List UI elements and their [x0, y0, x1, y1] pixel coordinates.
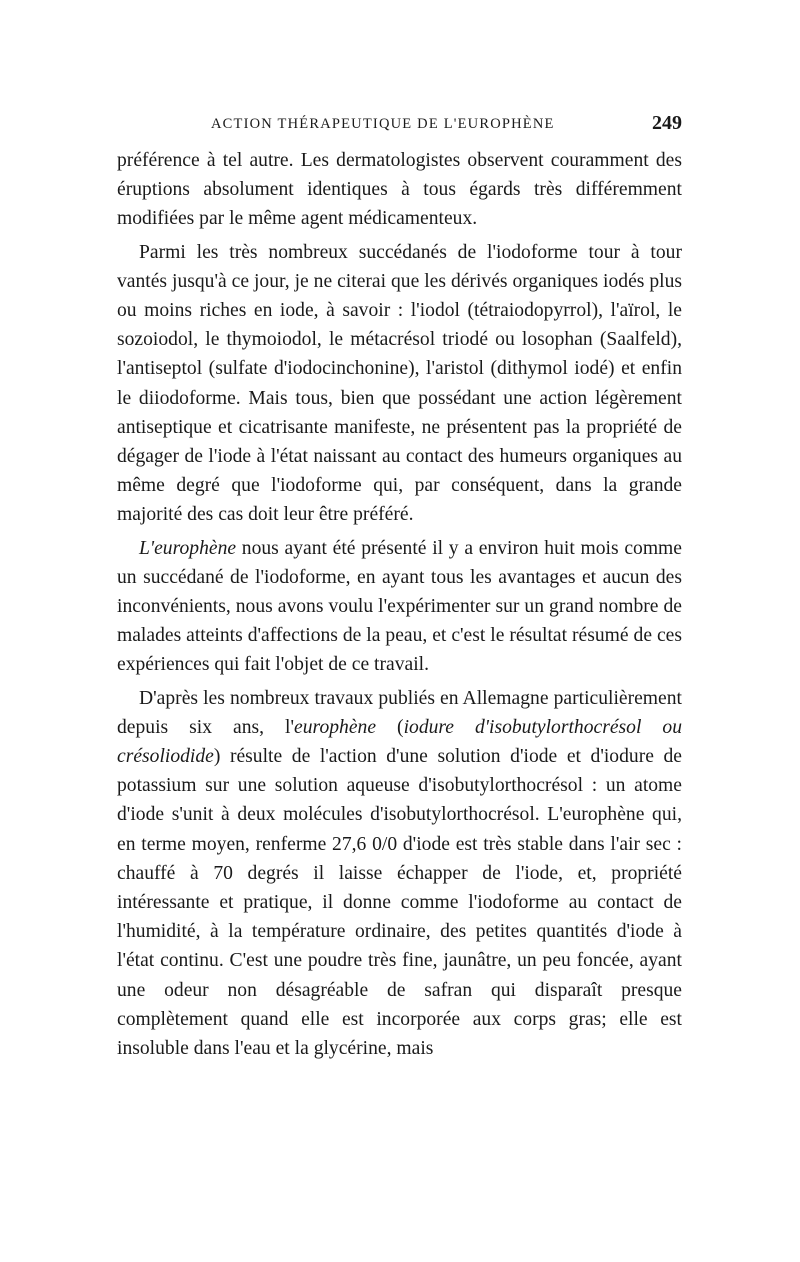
paragraph-3-text: nous ayant été présenté il y a environ huit mois comme un succédané de l'iodoforme, en ayant tous les avantages et aucun des inconvénients, nous avons voulu l'expérimenter sur un grand nombre de malades atteints d'affections de la peau, et c'est le résultat résumé de ces expériences qui fait l'objet de ce travail.	[117, 537, 682, 676]
paragraph-4	[117, 684, 682, 1064]
paragraph-4-text-b: (	[376, 716, 404, 738]
running-title: ACTION THÉRAPEUTIQUE DE L'EUROPHÈNE	[211, 116, 555, 132]
paragraph-4-text-a: D'après les nombreux travaux publiés en Allemagne particulièrement depuis six ans, l'	[117, 687, 682, 738]
europhene-term: L'europhène	[139, 537, 237, 559]
running-head	[117, 110, 682, 140]
paragraph-3	[117, 534, 682, 680]
chemical-name: iodure d'isobutylorthocrésol ou crésoliodide	[117, 716, 682, 768]
body-text	[117, 146, 682, 1063]
europhene-term-2: europhène	[294, 716, 377, 738]
paragraph-4-text-c: ) résulte de l'action d'une solution d'iode et d'iodure de potassium sur une solution aqueuse d'isobutylorthocrésol : un atome d'iode s'unit à deux molécules d'isobutylorthocrésol. L'europhène qui, en terme moyen, renferme 27,6 0/0 d'iode est très stable dans l'air sec : chauffé à 70 degrés il laisse échapper de l'iode, et, propriété intéressante et pratique, il donne comme l'iodoforme au contact de l'humidité, à la température ordinaire, des petites quantités d'iode à l'état continu. C'est une poudre très fine, jaunâtre, un peu foncée, ayant une odeur non désagréable de safran qui disparaît presque complètement quand elle est incorporée aux corps gras; elle est insoluble dans l'eau et la glycérine, mais	[117, 746, 682, 1060]
paragraph-2: Parmi les très nombreux succédanés de l'iodoforme tour à tour vantés jusqu'à ce jour, je ne citerai que les dérivés organiques iodés plus ou moins riches en iode, à savoir : l'iodol (tétraiodopyrrol), l'aïrol, le sozoiodol, le thymoiodol, le métacrésol triodé ou losophan (Saalfeld), l'antiseptol (sulfate d'iodocinchonine), l'aristol (dithymol iodé) et enfin le diiodoforme. Mais tous, bien que possédant une action légèrement antiseptique et cicatrisante manifeste, ne présentent pas la propriété de dégager de l'iode à l'état naissant au contact des humeurs organiques au même degré que l'iodoforme qui, par conséquent, dans la grande majorité des cas doit leur être préféré.	[117, 241, 682, 526]
page-number: 249	[652, 112, 682, 134]
paragraph-1: préférence à tel autre. Les dermatologistes observent couramment des éruptions absolument identiques à tous égards très différemment modifiées par le même agent médicamenteux.	[117, 150, 682, 230]
